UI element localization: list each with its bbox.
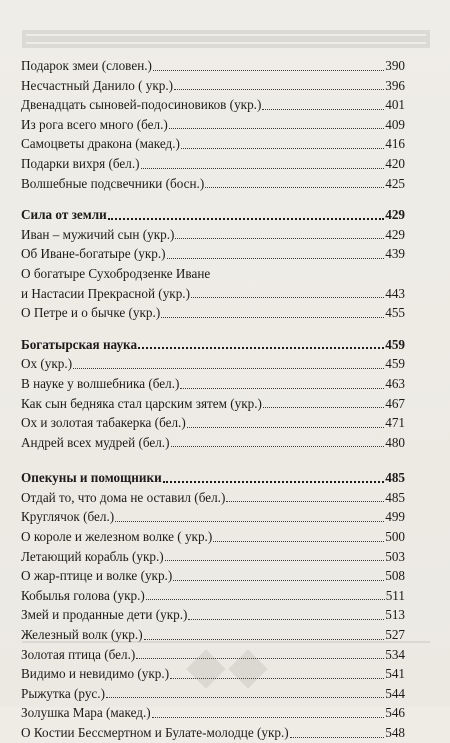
entry-page: 463 xyxy=(385,375,405,391)
entry-title: Золотая птица (бел.) xyxy=(21,646,136,662)
dot-leader xyxy=(108,218,384,220)
entry-title-line2-row xyxy=(21,284,405,304)
top-ornament-border xyxy=(22,30,430,48)
dot-leader xyxy=(152,717,385,718)
section-page: 429 xyxy=(385,207,405,223)
entry-page: 527 xyxy=(385,627,405,643)
toc-entry[interactable] xyxy=(21,488,405,508)
entry-page: 485 xyxy=(385,489,405,505)
dot-leader xyxy=(106,697,384,698)
toc-entry[interactable] xyxy=(21,605,405,625)
dot-leader xyxy=(187,427,384,428)
entry-title: О короле и железном волке ( укр.) xyxy=(21,529,213,545)
entry-title: Несчастный Данило ( укр.) xyxy=(21,77,174,93)
entry-title: Иван – мужичий сын (укр.) xyxy=(21,226,175,242)
entry-page: 499 xyxy=(385,509,405,525)
section-page: 485 xyxy=(385,470,405,486)
toc-group xyxy=(21,468,405,742)
toc-entry[interactable] xyxy=(21,244,405,264)
toc-entry[interactable] xyxy=(21,394,405,414)
dot-leader xyxy=(141,168,385,169)
entry-title-line1: О богатыре Сухобродзенке Иване xyxy=(21,265,211,281)
toc-entry[interactable] xyxy=(21,56,405,76)
dot-leader xyxy=(146,599,385,600)
toc-entry[interactable] xyxy=(21,413,405,433)
toc-entry[interactable] xyxy=(21,174,405,194)
section-spacer xyxy=(21,193,405,205)
toc-section-heading[interactable] xyxy=(21,205,405,225)
entry-title: Видимо и невидимо (укр.) xyxy=(21,666,170,682)
toc-entry[interactable] xyxy=(21,115,405,135)
toc-group xyxy=(21,205,405,323)
entry-title: Из рога всего много (бел.) xyxy=(21,116,168,132)
dot-leader xyxy=(173,580,384,581)
entry-page: 429 xyxy=(385,226,405,242)
dot-leader xyxy=(153,70,384,71)
entry-page: 416 xyxy=(385,136,405,152)
entry-page: 503 xyxy=(385,548,405,564)
entry-page: 420 xyxy=(385,155,405,171)
toc-entry[interactable] xyxy=(21,703,405,723)
entry-title: О Петре и о бычке (укр.) xyxy=(21,305,161,321)
toc-entry[interactable] xyxy=(21,303,405,323)
section-title: Опекуны и помощники xyxy=(21,470,162,486)
entry-title: Круглячок (бел.) xyxy=(21,509,115,525)
toc-group xyxy=(21,56,405,193)
entry-page: 508 xyxy=(385,568,405,584)
entry-page: 455 xyxy=(385,305,405,321)
toc-entry[interactable] xyxy=(21,507,405,527)
dot-leader xyxy=(161,317,384,318)
entry-title: Подарок змеи (словен.) xyxy=(21,58,152,73)
entry-page: 546 xyxy=(385,705,405,721)
entry-title: Ох (укр.) xyxy=(21,356,73,372)
toc-section-heading[interactable] xyxy=(21,335,405,355)
toc-group xyxy=(21,335,405,453)
entry-title: О жар-птице и волке (укр.) xyxy=(21,568,173,584)
dot-leader xyxy=(205,187,384,188)
entry-title: Рыжутка (рус.) xyxy=(21,685,105,701)
dot-leader xyxy=(115,521,384,522)
entry-page: 534 xyxy=(385,646,405,662)
dot-leader xyxy=(163,481,385,483)
entry-page: 439 xyxy=(385,246,405,262)
section-title: Сила от земли xyxy=(21,207,107,223)
entry-title: Золушка Мара (макед.) xyxy=(21,705,151,721)
dot-leader xyxy=(73,368,384,369)
toc-entry[interactable] xyxy=(21,374,405,394)
toc-entry[interactable] xyxy=(21,527,405,547)
table-of-contents xyxy=(21,56,405,743)
entry-page: 480 xyxy=(385,434,405,450)
dot-leader xyxy=(175,238,384,239)
entry-page: 443 xyxy=(385,285,405,301)
entry-page: 425 xyxy=(385,175,405,191)
entry-page: 459 xyxy=(385,356,405,372)
dot-leader xyxy=(263,407,384,408)
dot-leader xyxy=(262,109,384,110)
toc-entry[interactable] xyxy=(21,225,405,245)
section-spacer xyxy=(21,452,405,468)
entry-page: 471 xyxy=(385,415,405,431)
entry-page: 511 xyxy=(385,587,405,603)
dot-leader xyxy=(180,388,384,389)
entry-title: Об Иване-богатыре (укр.) xyxy=(21,246,166,262)
entry-page: 544 xyxy=(385,685,405,701)
toc-section-heading[interactable] xyxy=(21,468,405,488)
toc-entry-multiline[interactable] xyxy=(21,264,405,303)
section-title: Богатырская наука xyxy=(21,336,138,352)
entry-title: Ох и золотая табакерка (бел.) xyxy=(21,415,186,431)
section-page: 459 xyxy=(385,336,405,352)
entry-title: Железный волк (укр.) xyxy=(21,627,143,643)
entry-title: Двенадцать сыновей-подосиновиков (укр.) xyxy=(21,97,262,113)
dot-leader xyxy=(226,501,384,502)
entry-title: Змей и проданные дети (укр.) xyxy=(21,607,188,623)
toc-entry[interactable] xyxy=(21,433,405,453)
entry-page: 396 xyxy=(385,77,405,93)
dot-leader xyxy=(144,639,385,640)
dot-leader xyxy=(191,297,384,298)
entry-title: Подарки вихря (бел.) xyxy=(21,155,140,171)
toc-entry[interactable] xyxy=(21,154,405,174)
toc-entry[interactable] xyxy=(21,547,405,567)
entry-title: Самоцветы дракона (макед.) xyxy=(21,136,180,152)
entry-page: 401 xyxy=(385,97,405,113)
entry-page: 409 xyxy=(385,116,405,132)
toc-entry[interactable] xyxy=(21,354,405,374)
dot-leader xyxy=(188,619,384,620)
entry-title: Отдай то, что дома не оставил (бел.) xyxy=(21,489,226,505)
entry-page: 390 xyxy=(385,58,405,73)
dot-leader xyxy=(167,258,385,259)
dot-leader xyxy=(213,541,384,542)
entry-title: Волшебные подсвечники (босн.) xyxy=(21,175,205,191)
toc-entry[interactable] xyxy=(21,95,405,115)
toc-entry[interactable] xyxy=(21,134,405,154)
entry-title: Андрей всех мудрей (бел.) xyxy=(21,434,170,450)
dot-leader xyxy=(171,446,385,447)
dot-leader xyxy=(174,89,384,90)
entry-page: 513 xyxy=(385,607,405,623)
entry-title: Летающий корабль (укр.) xyxy=(21,548,164,564)
toc-entry[interactable] xyxy=(21,566,405,586)
section-spacer xyxy=(21,323,405,335)
toc-entry[interactable] xyxy=(21,76,405,96)
bottom-ornament-border xyxy=(22,641,430,695)
entry-title: Кобылья голова (укр.) xyxy=(21,587,145,603)
dot-leader xyxy=(165,560,385,561)
dot-leader xyxy=(169,128,384,129)
toc-entry[interactable] xyxy=(21,723,405,743)
toc-entry[interactable] xyxy=(21,586,405,606)
dot-leader xyxy=(181,148,384,149)
entry-page: 500 xyxy=(385,529,405,545)
entry-page: 548 xyxy=(385,725,405,740)
entry-title-line2: и Настасии Прекрасной (укр.) xyxy=(21,285,190,301)
entry-title: Как сын бедняка стал царским зятем (укр.) xyxy=(21,395,262,411)
entry-page: 467 xyxy=(385,395,405,411)
dot-leader xyxy=(138,347,384,349)
dot-leader xyxy=(290,737,385,738)
entry-title: В науке у волшебника (бел.) xyxy=(21,375,180,391)
entry-page: 541 xyxy=(385,666,405,682)
entry-title: О Костии Бессмертном и Булате-молодце (укр.) xyxy=(21,725,289,740)
